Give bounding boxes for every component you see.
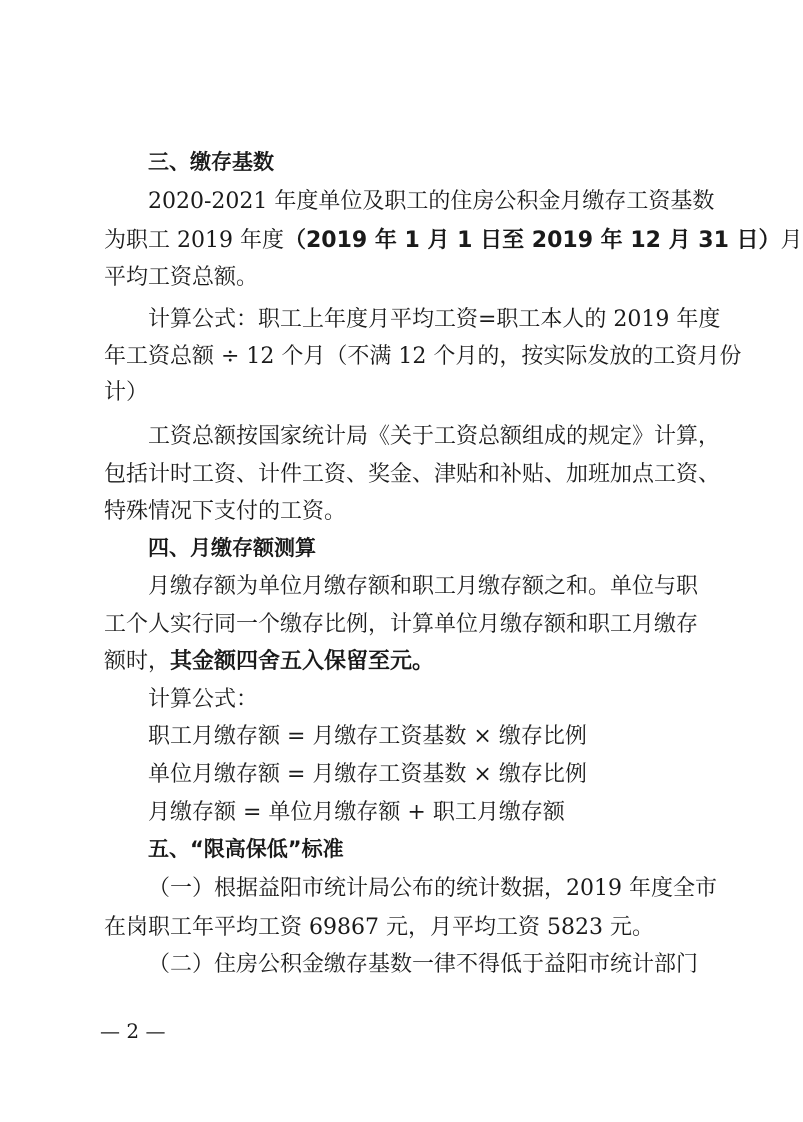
text-span: 月 (780, 228, 803, 253)
section-4-para-1-line-3 (104, 643, 694, 681)
section-5-heading: 五、“限高保低”标准 (148, 837, 344, 861)
section-3-para-1-line-3: 平均工资总额。 (104, 265, 259, 290)
page-number: — 2 — (100, 1019, 166, 1043)
formula-employee: 职工月缴存额 = 月缴存工资基数 × 缴存比例 (148, 724, 587, 749)
section-4-para-1-line-2: 工个人实行同一个缴存比例，计算单位月缴存额和职工月缴存 (104, 612, 699, 637)
section-3-para-3-line-3: 特殊情况下支付的工资。 (104, 499, 347, 524)
section-3-para-1-line-2 (104, 222, 803, 260)
section-3-para-3-line-1: 工资总额按国家统计局《关于工资总额组成的规定》计算， (148, 424, 721, 449)
section-4-heading: 四、月缴存额测算 (148, 536, 316, 560)
section-3-para-2-line-3: 计） (104, 380, 149, 405)
rounding-rule-bold: 其金额四舍五入保留至元。 (170, 649, 435, 674)
section-5-para-2-line-1: （二）住房公积金缴存基数一律不得低于益阳市统计部门 (148, 952, 699, 977)
section-3-para-2-line-2: 年工资总额 ÷ 12 个月（不满 12 个月的，按实际发放的工资月份 (104, 344, 742, 369)
formula-total: 月缴存额 = 单位月缴存额 + 职工月缴存额 (148, 800, 565, 825)
date-range-bold: （2019 年 1 月 1 日至 2019 年 12 月 31 日） (283, 228, 781, 253)
section-5-para-1-line-2: 在岗职工年平均工资 69867 元，月平均工资 5823 元。 (104, 915, 654, 940)
formula-label: 计算公式： (148, 687, 259, 712)
section-5-para-1-line-1: （一）根据益阳市统计局公布的统计数据，2019 年度全市 (148, 876, 717, 901)
text-span: 额时， (104, 649, 171, 674)
section-4-para-1-line-1: 月缴存额为单位月缴存额和职工月缴存额之和。单位与职 (148, 574, 699, 599)
section-3-para-3-line-2: 包括计时工资、计件工资、奖金、津贴和补贴、加班加点工资、 (104, 462, 721, 487)
section-3-para-1-line-1: 2020-2021 年度单位及职工的住房公积金月缴存工资基数 (148, 189, 715, 214)
formula-employer: 单位月缴存额 = 月缴存工资基数 × 缴存比例 (148, 762, 587, 787)
text-span: 为职工 2019 年度 (104, 228, 284, 253)
section-3-heading: 三、缴存基数 (148, 150, 274, 174)
section-3-para-2-line-1: 计算公式：职工上年度月平均工资=职工本人的 2019 年度 (148, 307, 721, 332)
